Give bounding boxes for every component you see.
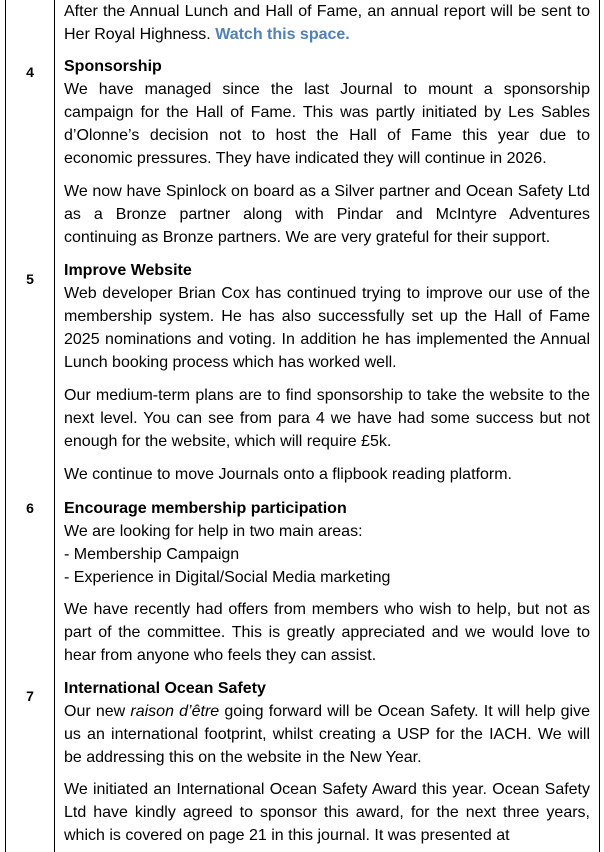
table-border-right [599, 0, 600, 852]
section-6-line-3: - Experience in Digital/Social Media marketing [64, 569, 391, 586]
section-5-body [64, 259, 590, 374]
section-6-line-2: - Membership Campaign [64, 546, 240, 563]
section-5-paragraph-2: Our medium-term plans are to find sponsorship to take the website to the next level. You can see from para 4 we have had some success but not enough for the website, which will require £5k. [64, 387, 590, 450]
section-5-title: Improve Website [64, 262, 192, 279]
section-7-paragraph-2: We initiated an International Ocean Safety Award this year. Ocean Safety Ltd have kindly agreed to sponsor this award, for the next three years, which is covered on page 21 in this journal. It was presented at [64, 781, 590, 844]
section-number-5: 5 [26, 271, 34, 287]
section-6-paragraph-1: We have recently had offers from members who wish to help, but not as part of the committee. This is greatly appreciated and we would love to hear from anyone who feels they can assist. [64, 601, 590, 664]
section-4-paragraph-2: We now have Spinlock on board as a Silver partner and Ocean Safety Ltd as a Bronze partner along with Pindar and McIntyre Adventures continuing as Bronze partners. We are very grateful for their support. [64, 183, 590, 246]
section-4-body [64, 55, 590, 170]
table-border-column [54, 0, 55, 852]
section-number-6: 6 [26, 500, 34, 516]
raison-d-etre-italic: raison d’être [130, 703, 220, 720]
intro-paragraph: After the Annual Lunch and Hall of Fame, an annual report will be sent to Her Royal Highness. Watch this space. [64, 3, 590, 43]
section-6-line-1: We are looking for help in two main areas: [64, 523, 363, 540]
section-7-body: International Ocean Safety Our new raison d’être going forward will be Ocean Safety. It will help give us an international footprint, whilst creating a USP for the IACH. We will be addressing this on the website in the New Year. [64, 677, 590, 769]
section-7-title: International Ocean Safety [64, 680, 266, 697]
section-number-7: 7 [26, 688, 34, 704]
section-6-title: Encourage membership participation [64, 500, 347, 517]
section-number-4: 4 [26, 64, 34, 80]
section-5-paragraph-1: Web developer Brian Cox has continued trying to improve our use of the membership system. He has also successfully set up the Hall of Fame 2025 nominations and voting. In addition he has implemented the Annual Lunch booking process which has worked well. [64, 285, 590, 371]
section-6-body [64, 497, 590, 589]
section-5-paragraph-3: We continue to move Journals onto a flipbook reading platform. [64, 466, 512, 483]
section-4-paragraph-1: We have managed since the last Journal to mount a sponsorship campaign for the Hall of Fame. This was partly initiated by Les Sables d’Olonne’s decision not to host the Hall of Fame this year due to economic pressures. They have indicated they will continue in 2026. [64, 81, 590, 167]
table-border-left [5, 0, 6, 852]
section-4-title: Sponsorship [64, 58, 162, 75]
watch-this-space-link[interactable]: Watch this space. [215, 26, 350, 43]
